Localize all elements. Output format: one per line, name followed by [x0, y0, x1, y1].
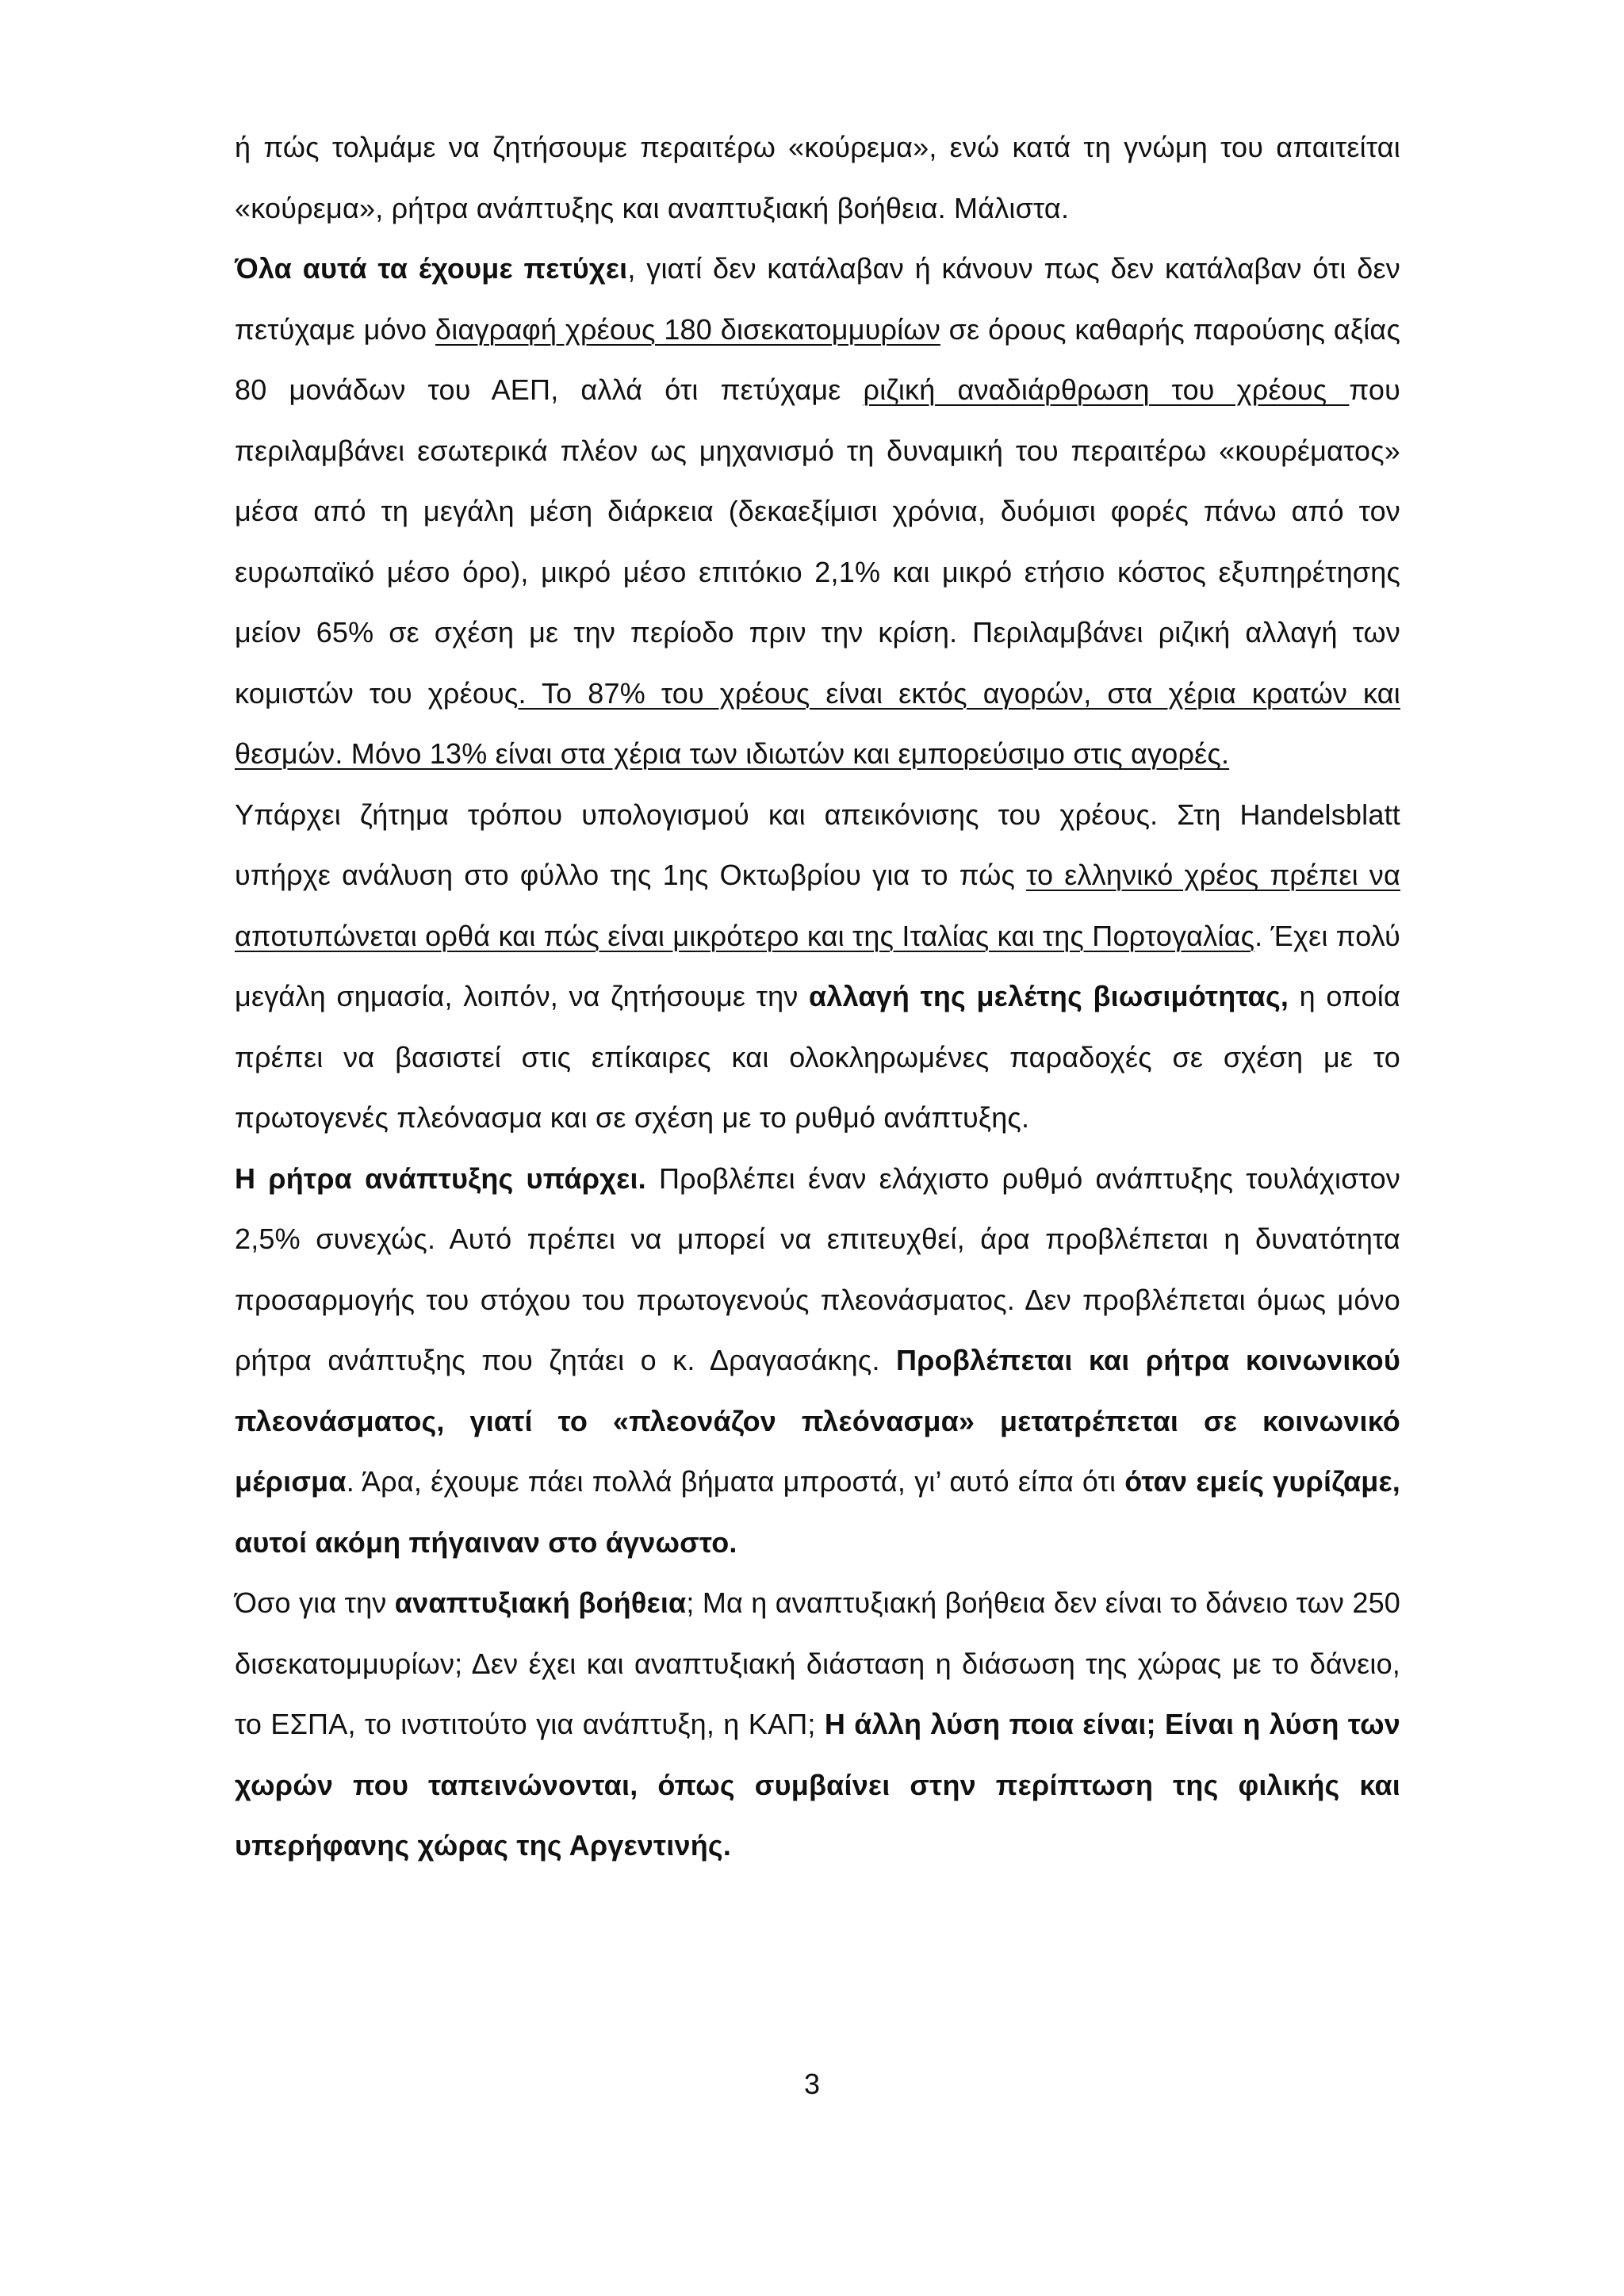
text-segment: Υπάρχει ζήτημα τρόπου υπολογισμού και απεικόνισης του χρέους. Στη Handelsblatt υπήρχε ανάλυση στο φύλλο της 1ης Οκτωβρίου για το πώς — [235, 798, 1400, 891]
text-segment: η οποία πρέπει να βασιστεί στις επίκαιρες και ολοκληρωμένες παραδοχές σε σχέση με το πρωτογενές πλεόνασμα και σε σχέση με το ρυθμό ανάπτυξης. — [235, 980, 1400, 1134]
text-segment: . Έχει πολύ μεγάλη σημασία, λοιπόν, να ζητήσουμε την — [235, 919, 1401, 1012]
document-body — [235, 117, 1400, 1877]
text-segment: το ελληνικό χρέος πρέπει να αποτυπώνεται ορθά και πώς είναι μικρότερο και της Ιταλίας και της Πορτογαλίας — [235, 859, 1400, 952]
text-segment: Προβλέπεται και ρήτρα κοινωνικού πλεονάσματος, γιατί το «πλεονάζον πλεόνασμα» μετατρέπεται σε κοινωνικό μέρισμα — [235, 1344, 1400, 1498]
text-segment: Η ρήτρα ανάπτυξης υπάρχει. — [235, 1161, 646, 1195]
text-segment: ; Μα η αναπτυξιακή βοήθεια δεν είναι το δάνειο των 250 δισεκατομμυρίων; Δεν έχει και αναπτυξιακή διάσταση η διάσωση της χώρας με το δάνειο, το ΕΣΠΑ, το ινστιτούτο για ανάπτυξη, η ΚΑΠ; — [235, 1586, 1401, 1740]
text-segment: Η άλλη λύση ποια είναι; Είναι η λύση των χωρών που ταπεινώνονται, όπως συμβαίνει στην περίπτωση της φιλικής και υπερήφανης χώρας της Αργεντινής. — [235, 1708, 1401, 1862]
text-segment: , γιατί δεν κατάλαβαν ή κάνουν πως δεν κατάλαβαν ότι δεν πετύχαμε μόνο — [235, 252, 1400, 346]
text-segment: διαγραφή χρέους 180 δισεκατομμυρίων — [435, 312, 940, 346]
page-number: 3 — [803, 2068, 821, 2100]
text-segment: ριζική αναδιάρθρωση του χρέους — [863, 373, 1350, 406]
text-segment: όταν εμείς γυρίζαμε, αυτοί ακόμη πήγαιναν στο άγνωστο. — [235, 1465, 1400, 1559]
text-segment: Προβλέπει έναν ελάχιστο ρυθμό ανάπτυξης τουλάχιστον 2,5% συνεχώς. Αυτό πρέπει να μπορεί να επιτευχθεί, άρα προβλέπεται η δυνατότητα προσαρμογής του στόχου του πρωτογενούς πλεονάσματος. Δεν προβλέπεται όμως μόνο ρήτρα ανάπτυξης που ζητάει ο κ. Δραγασάκης. — [235, 1161, 1400, 1376]
text-segment: σε όρους καθαρής παρούσης αξίας 80 μονάδων του ΑΕΠ, αλλά ότι πετύχαμε — [235, 312, 1400, 406]
paragraph — [235, 1149, 1400, 1574]
text-segment: Όσο για την — [235, 1586, 395, 1619]
text-segment: που περιλαμβάνει εσωτερικά πλέον ως μηχανισμό τη δυναμική του περαιτέρω «κουρέματος» μέσα από τη μεγάλη μέση διάρκεια (δεκαεξίμισι χρόνια, δυόμισι φορές πάνω από τον ευρωπαϊκό μέσο όρο), μικρό μέσο επιτόκιο 2,1% και μικρό ετήσιο κόστος εξυπηρέτησης μείον 65% σε σχέση με την περίοδο πριν την κρίση. Περιλαμβάνει ριζική αλλαγή των κομιστών του χρέους — [235, 373, 1400, 710]
text-segment: Όλα αυτά τα έχουμε πετύχει — [235, 252, 628, 285]
text-segment: . Το 87% του χρέους είναι εκτός αγορών, στα χέρια κρατών και θεσμών. Μόνο 13% είναι στα χέρια των ιδιωτών και εμπορεύσιμο στις αγορές. — [235, 676, 1400, 770]
text-segment: ή πώς τολμάμε να ζητήσουμε περαιτέρω «κούρεμα», ενώ κατά τη γνώμη του απαιτείται «κούρεμα», ρήτρα ανάπτυξης και αναπτυξιακή βοήθεια. Μάλιστα. — [235, 131, 1400, 224]
paragraph — [235, 1573, 1400, 1877]
paragraph — [235, 239, 1400, 785]
paragraph — [235, 785, 1400, 1149]
paragraph — [235, 117, 1400, 239]
text-segment: αναπτυξιακή βοήθεια — [394, 1586, 687, 1619]
text-segment: . Άρα, έχουμε πάει πολλά βήματα μπροστά, γι’ αυτό είπα ότι — [346, 1465, 1125, 1498]
text-segment: αλλαγή της μελέτης βιωσιμότητας, — [809, 980, 1289, 1012]
